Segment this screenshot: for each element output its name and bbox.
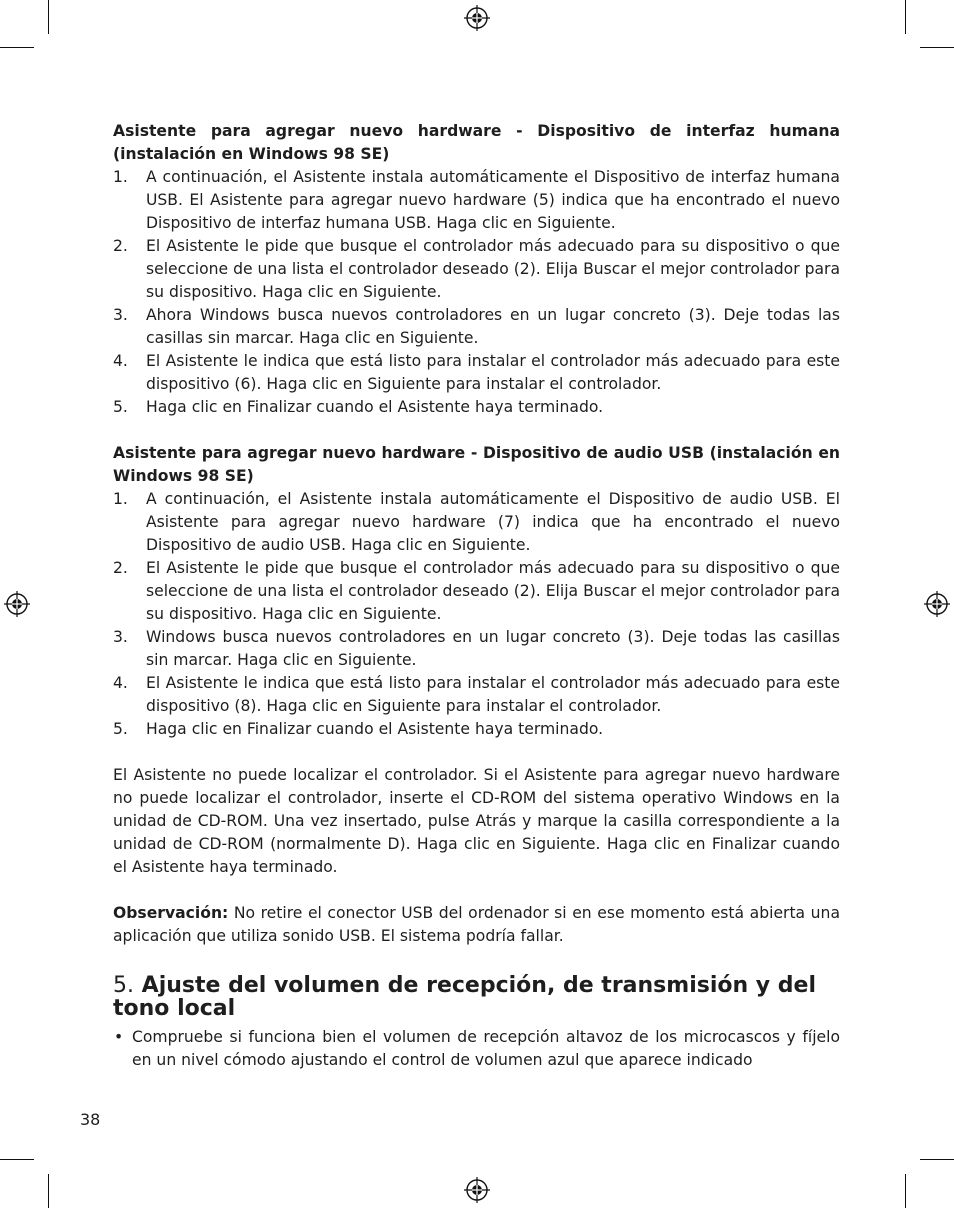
crop-mark-bottom-left-horizontal xyxy=(0,1159,34,1160)
step-text: El Asistente le indica que está listo para instalar el controlador más adecuado para este dispositivo (8). Haga clic en Siguiente para instalar el controlador. xyxy=(146,674,840,715)
step-item xyxy=(113,350,840,396)
step-text: A continuación, el Asistente instala automáticamente el Dispositivo de interfaz humana USB. El Asistente para agregar nuevo hardware (5) indica que ha encontrado el nuevo Dispositivo de interfaz humana USB. Haga clic en Siguiente. xyxy=(146,168,840,232)
section-title-audio: Asistente para agregar nuevo hardware - Dispositivo de audio USB (instalación en Windows 98 SE) xyxy=(113,444,840,485)
crop-mark-top-left-horizontal xyxy=(0,47,34,48)
step-item xyxy=(113,166,840,235)
section-title-hid: Asistente para agregar nuevo hardware - Dispositivo de interfaz humana (instalación en Windows 98 SE) xyxy=(113,122,840,163)
driver-not-found-paragraph: El Asistente no puede localizar el controlador. Si el Asistente para agregar nuevo hardware no puede localizar el controlador, inserte el CD-ROM del sistema operativo Windows en la unidad de CD-ROM. Una vez insertado, pulse Atrás y marque la casilla correspondiente a la unidad de CD-ROM (normalmente D). Haga clic en Siguiente. Haga clic en Finalizar cuando el Asistente haya terminado. xyxy=(113,766,840,876)
step-item xyxy=(113,626,840,672)
step-number: 1. xyxy=(113,168,128,186)
registration-mark-top-icon xyxy=(464,5,490,31)
crop-mark-bottom-left-vertical xyxy=(48,1174,49,1208)
step-number: 3. xyxy=(113,306,128,324)
bullet-list xyxy=(113,1026,840,1072)
step-text: A continuación, el Asistente instala automáticamente el Dispositivo de audio USB. El Asistente para agregar nuevo hardware (7) indica que ha encontrado el nuevo Dispositivo de audio USB. Haga clic en Siguiente. xyxy=(146,490,840,554)
crop-mark-bottom-right-horizontal xyxy=(920,1159,954,1160)
step-number: 2. xyxy=(113,559,128,577)
step-text: Windows busca nuevos controladores en un lugar concreto (3). Deje todas las casillas sin marcar. Haga clic en Siguiente. xyxy=(146,628,840,669)
note-text: No retire el conector USB del ordenador si en ese momento está abierta una aplicación que utiliza sonido USB. El sistema podría fallar. xyxy=(113,904,840,945)
registration-mark-bottom-icon xyxy=(464,1177,490,1203)
bullet-symbol: • xyxy=(114,1028,124,1046)
step-number: 5. xyxy=(113,398,128,416)
step-text: El Asistente le indica que está listo para instalar el controlador más adecuado para este dispositivo (6). Haga clic en Siguiente para instalar el controlador. xyxy=(146,352,840,393)
spacer xyxy=(113,741,840,764)
step-item xyxy=(113,718,840,741)
steps-list-audio xyxy=(113,488,840,741)
bullet-item xyxy=(113,1026,840,1072)
step-item xyxy=(113,304,840,350)
step-text: El Asistente le pide que busque el controlador más adecuado para su dispositivo o que seleccione de una lista el controlador deseado (2). Elija Buscar el mejor controlador para su dispositivo. Haga clic en Siguiente. xyxy=(146,237,841,301)
bullet-text: Compruebe si funciona bien el volumen de recepción altavoz de los microcascos y fíjelo en un nivel cómodo ajustando el control de volumen azul que aparece indicado xyxy=(132,1028,840,1069)
step-text: El Asistente le pide que busque el controlador más adecuado para su dispositivo o que seleccione de una lista el controlador deseado (2). Elija Buscar el mejor controlador para su dispositivo. Haga clic en Siguiente. xyxy=(146,559,841,623)
step-item xyxy=(113,557,840,626)
spacer xyxy=(113,879,840,902)
step-text: Ahora Windows busca nuevos controladores en un lugar concreto (3). Deje todas las casillas sin marcar. Haga clic en Siguiente. xyxy=(146,306,840,347)
step-number: 4. xyxy=(113,674,128,692)
step-number: 2. xyxy=(113,237,128,255)
chapter-number: 5. xyxy=(113,973,134,998)
crop-mark-top-right-vertical xyxy=(905,0,906,34)
step-item xyxy=(113,235,840,304)
step-item xyxy=(113,488,840,557)
step-number: 4. xyxy=(113,352,128,370)
crop-mark-top-left-vertical xyxy=(48,0,49,34)
page-content xyxy=(113,120,840,1072)
chapter-heading xyxy=(113,974,840,1020)
registration-mark-right-icon xyxy=(924,591,950,617)
step-number: 3. xyxy=(113,628,128,646)
step-text: Haga clic en Finalizar cuando el Asistente haya terminado. xyxy=(146,398,604,416)
spacer xyxy=(113,419,840,442)
step-item xyxy=(113,672,840,718)
step-text: Haga clic en Finalizar cuando el Asistente haya terminado. xyxy=(146,720,604,738)
step-number: 5. xyxy=(113,720,128,738)
step-number: 1. xyxy=(113,490,128,508)
registration-mark-left-icon xyxy=(4,591,30,617)
chapter-title: Ajuste del volumen de recepción, de transmisión y del tono local xyxy=(113,973,817,1021)
steps-list-hid xyxy=(113,166,840,419)
crop-mark-bottom-right-vertical xyxy=(905,1174,906,1208)
crop-mark-top-right-horizontal xyxy=(920,47,954,48)
step-item xyxy=(113,396,840,419)
note-label: Observación: xyxy=(113,904,229,922)
page-number: 38 xyxy=(80,1110,101,1129)
note-paragraph xyxy=(113,902,840,948)
